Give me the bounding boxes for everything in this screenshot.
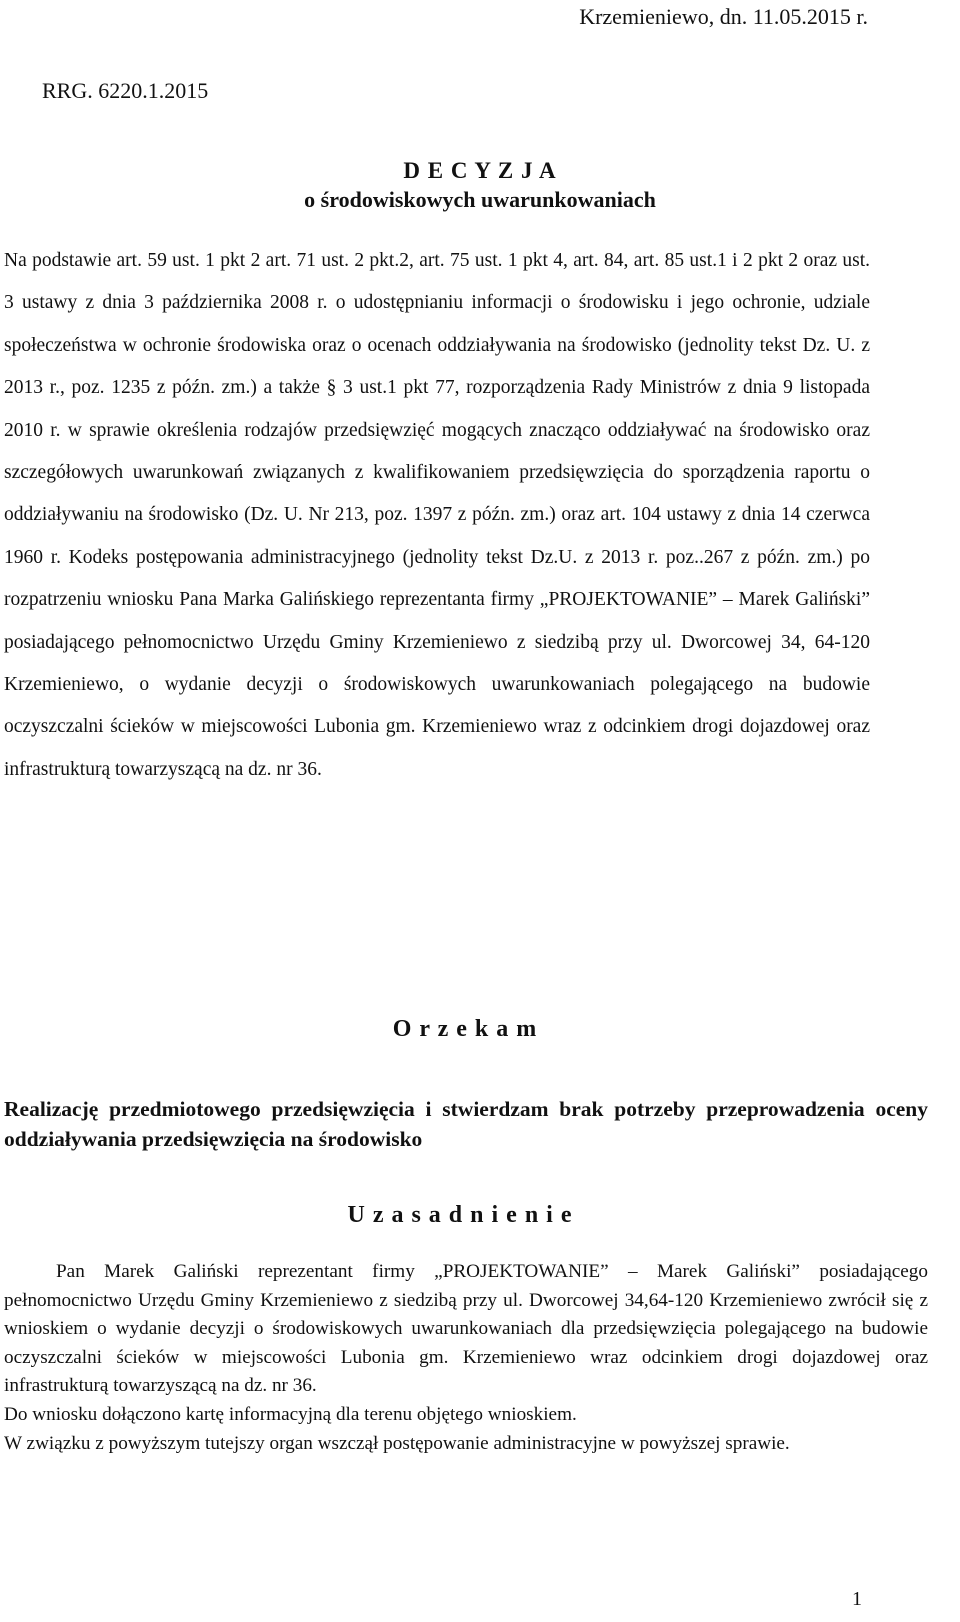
justification-paragraph: Do wniosku dołączono kartę informacyjną dla terenu objętego wnioskiem. — [4, 1403, 577, 1425]
place-date: Krzemieniewo, dn. 11.05.2015 r. — [579, 4, 868, 29]
justification-heading: U z a s a d n i e n i e — [347, 1202, 573, 1228]
justification-paragraph: Pan Marek Galiński reprezentant firmy „PROJEKTOWANIE” – Marek Galiński” posiadającego pełnomocnictwo Urzędu Gminy Krzemieniewo z siedzibą przy ul. Dworcowej 34,64-120 Krzemieniewo zwrócił się z wnioskiem o wydanie decyzji o środowiskowych uwarunkowaniach dla przedsięwzięcia polegającego na budowie oczyszczalni ścieków w miejscowości Lubonia gm. Krzemieniewo wraz odcinkiem drogi dojazdowej oraz infrastrukturą towarzyszącą na dz. nr 36. — [4, 1261, 928, 1397]
document-title: D E C Y Z J A — [403, 158, 557, 183]
document-subtitle: o środowiskowych uwarunkowaniach — [304, 187, 656, 212]
page-number: 1 — [852, 1588, 862, 1610]
case-reference: RRG. 6220.1.2015 — [42, 78, 209, 103]
legal-basis-paragraph: Na podstawie art. 59 ust. 1 pkt 2 art. 71 ust. 2 pkt.2, art. 75 ust. 1 pkt 4, art. 84, art. 85 ust.1 i 2 pkt 2 oraz ust. 3 ustawy z dnia 3 października 2008 r. o udostępnianiu informacji o środowisku i jego ochronie, udziale społeczeństwa w ochronie środowiska oraz o ocenach oddziaływania na środowisko (jednolity tekst Dz. U. z 2013 r., poz. 1235 z późn. zm.) a także § 3 ust.1 pkt 77, rozporządzenia Rady Ministrów z dnia 9 listopada 2010 r. w sprawie określenia rodzajów przedsięwzięć mogących znacząco oddziaływać na środowisko oraz szczegółowych uwarunkowań związanych z kwalifikowaniem przedsięwzięcia do sporządzenia raportu o oddziaływaniu na środowisko (Dz. U. Nr 213, poz. 1397 z późn. zm.) oraz art. 104 ustawy z dnia 14 czerwca 1960 r. Kodeks postępowania administracyjnego (jednolity tekst Dz.U. z 2013 r. poz..267 z późn. zm.) po rozpatrzeniu wniosku Pana Marka Galińskiego reprezentanta firmy „PROJEKTOWANIE” – Marek Galiński” posiadającego pełnomocnictwo Urzędu Gminy Krzemieniewo z siedzibą przy ul. Dworcowej 34, 64-120 Krzemieniewo, o wydanie decyzji o środowiskowych uwarunkowaniach polegającego na budowie oczyszczalni ścieków w miejscowości Lubonia gm. Krzemieniewo wraz z odcinkiem drogi dojazdowej oraz infrastrukturą towarzyszącą na dz. nr 36. — [4, 250, 870, 780]
justification-body — [4, 1258, 928, 1458]
ruling-text: Realizację przedmiotowego przedsięwzięcia i stwierdzam brak potrzeby przeprowadzenia oceny oddziaływania przedsięwzięcia na środowisko — [4, 1097, 928, 1151]
ruling-heading: O r z e k a m — [392, 1016, 538, 1042]
justification-paragraph: W związku z powyższym tutejszy organ wszczął postępowanie administracyjne w powyższej sprawie. — [4, 1432, 790, 1454]
